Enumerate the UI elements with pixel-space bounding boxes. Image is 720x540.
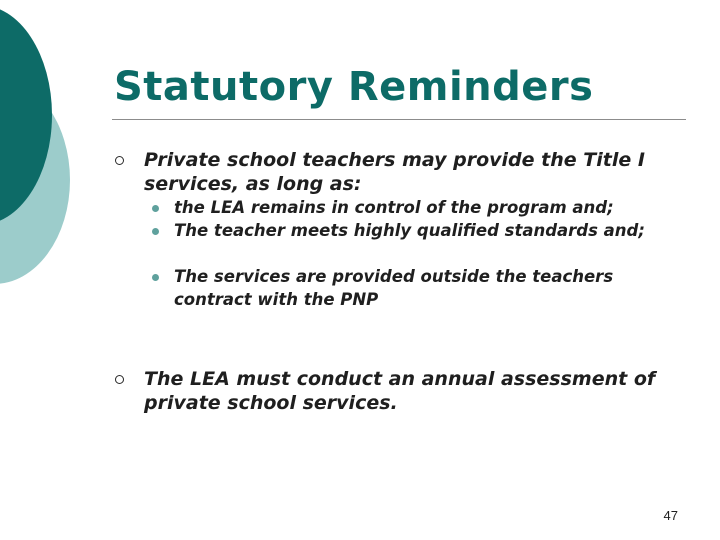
bullet-text: Private school teachers may provide the Title I services, as long as: <box>144 149 645 195</box>
sub-bullet-text: The teacher meets highly qualified standards and; <box>174 221 645 240</box>
hollow-circle-bullet-icon <box>115 375 124 384</box>
bullet-text: The LEA must conduct an annual assessment of private school services. <box>144 368 656 414</box>
hollow-circle-bullet-icon <box>115 156 124 165</box>
corner-decoration <box>0 0 90 290</box>
title-divider <box>112 119 686 120</box>
filled-circle-bullet-icon <box>152 228 159 235</box>
sub-bullet-text: the LEA remains in control of the program and; <box>174 198 614 217</box>
slide-title: Statutory Reminders <box>114 64 594 110</box>
filled-circle-bullet-icon <box>152 205 159 212</box>
sub-bullet-text: The services are provided outside the teachers contract with the PNP <box>174 267 614 309</box>
filled-circle-bullet-icon <box>152 274 159 281</box>
page-number: 47 <box>663 508 678 523</box>
